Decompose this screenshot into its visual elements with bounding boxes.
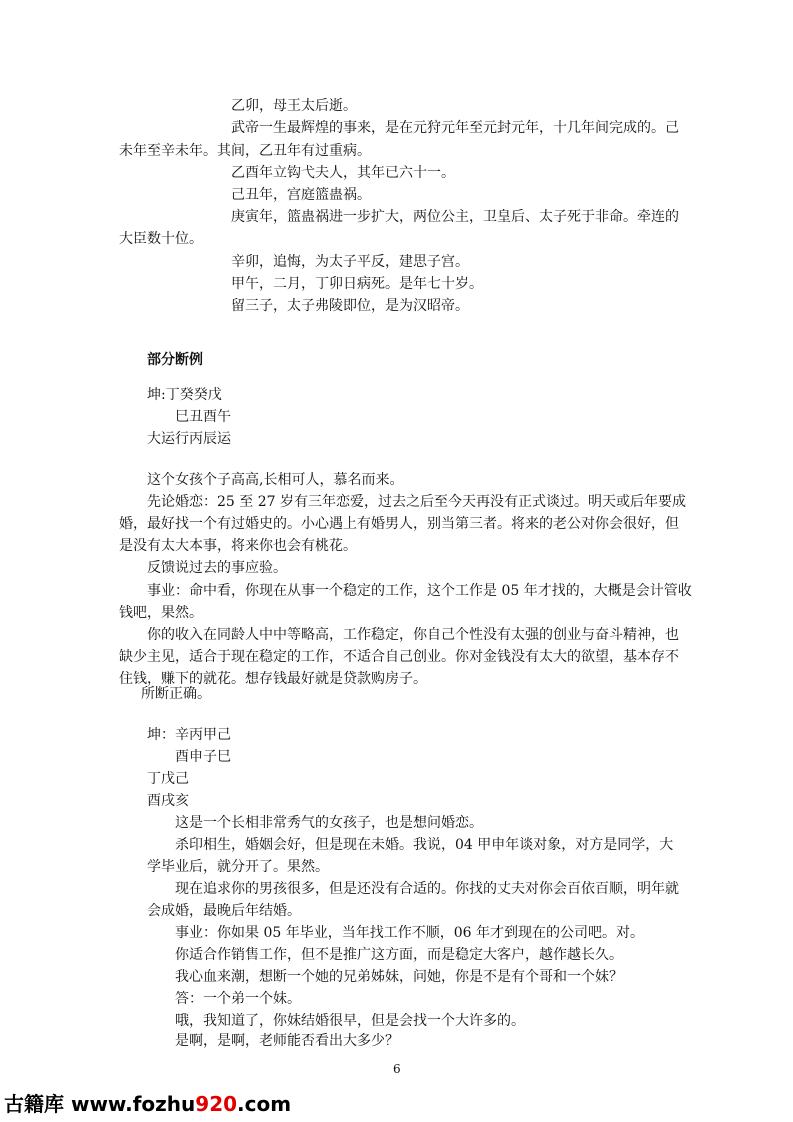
text-line: 乙酉年立钩弋夫人，其年已六十一。 [231, 165, 455, 181]
text-line: 哦，我知道了，你妹结婚很早，但是会找一个大许多的。 [175, 1013, 525, 1029]
text-line: 婚，最好找一个有过婚史的。小心遇上有婚男人，别当第三者。将来的老公对你会很好，但 [119, 516, 679, 532]
watermark-url-number: 920 [195, 1092, 238, 1116]
text-line: 住钱，赚下的就花。想存钱最好就是贷款购房子。 [119, 671, 427, 687]
watermark [4, 1088, 291, 1117]
text-line: 我心血来潮，想断一个她的兄弟姊妹，问她，你是不是有个哥和一个妹？ [175, 969, 623, 985]
text-line: 是啊，是啊，老师能否看出大多少？ [175, 1033, 399, 1049]
text-line: 所断正确。 [141, 686, 211, 702]
text-line: 庚寅年，篮蛊祸进一步扩大，两位公主，卫皇后、太子死于非命。牵连的 [231, 209, 679, 225]
text-line: 这是一个长相非常秀气的女孩子，也是想问婚恋。 [175, 815, 483, 831]
text-line: 未年至辛未年。其间，乙丑年有过重病。 [119, 143, 371, 159]
text-line: 甲午，二月，丁卯日病死。是年七十岁。 [231, 276, 483, 292]
text-line: 坤:丁癸癸戊 [147, 387, 222, 403]
text-line: 反馈说过去的事应验。 [147, 560, 287, 576]
text-line: 丁戊己 [147, 771, 189, 787]
text-line: 大臣数十位。 [119, 231, 203, 247]
text-line: 学毕业后，就分开了。果然。 [147, 859, 329, 875]
text-line: 答：一个弟一个妹。 [175, 991, 301, 1007]
text-line: 钱吧，果然。 [119, 605, 203, 621]
text-line: 你适合作销售工作，但不是推广这方面，而是稳定大客户，越作越长久。 [175, 947, 623, 963]
text-line: 这个女孩个子高高,长相可人，慕名而来。 [147, 472, 404, 488]
text-line: 武帝一生最辉煌的事来，是在元狩元年至元封元年，十几年间完成的。己 [231, 120, 679, 136]
text-line: 酉戌亥 [147, 793, 189, 809]
text-line: 辛卯，追悔，为太子平反，建思子宫。 [231, 254, 469, 270]
text-line: 先论婚恋：25 至 27 岁有三年恋爱，过去之后至今天再没有正式谈过。明天或后年要成 [147, 494, 686, 510]
watermark-url-suffix: .com [237, 1092, 292, 1116]
text-line: 巳丑酉午 [175, 409, 231, 425]
text-line: 你的收入在同龄人中中等略高，工作稳定，你自己个性没有太强的创业与奋斗精神，也 [147, 627, 679, 643]
watermark-site-name: 古籍库 [4, 1092, 64, 1116]
text-line: 会成婚，最晚后年结婚。 [147, 903, 301, 919]
text-line: 坤：辛丙甲己 [147, 727, 231, 743]
text-line: 现在追求你的男孩很多，但是还没有合适的。你找的丈夫对你会百依百顺，明年就 [175, 881, 679, 897]
text-line: 杀印相生，婚姻会好，但是现在未婚。我说，04 甲申年谈对象，对方是同学，大 [175, 837, 674, 853]
text-line: 大运行丙辰运 [147, 431, 231, 447]
section-heading: 部分断例 [147, 352, 203, 368]
text-line: 事业：你如果 05 年毕业，当年找工作不顺，06 年才到现在的公司吧。对。 [175, 925, 644, 941]
page-number: 6 [393, 1062, 401, 1076]
text-line: 乙卯，母王太后逝。 [231, 98, 357, 114]
text-line: 是没有太大本事，将来你也会有桃花。 [119, 538, 357, 554]
text-line: 己丑年，宫庭篮蛊祸。 [231, 187, 371, 203]
text-line: 事业：命中看，你现在从事一个稳定的工作，这个工作是 05 年才找的，大概是会计管收 [147, 583, 692, 599]
watermark-url-prefix: www.fozhu [70, 1092, 196, 1116]
text-line: 缺少主见，适合于现在稳定的工作，不适合自己创业。你对金钱没有太大的欲望，基本存不 [119, 649, 679, 665]
text-line: 酉申子巳 [175, 749, 231, 765]
text-line: 留三子，太子弗陵即位，是为汉昭帝。 [231, 298, 469, 314]
